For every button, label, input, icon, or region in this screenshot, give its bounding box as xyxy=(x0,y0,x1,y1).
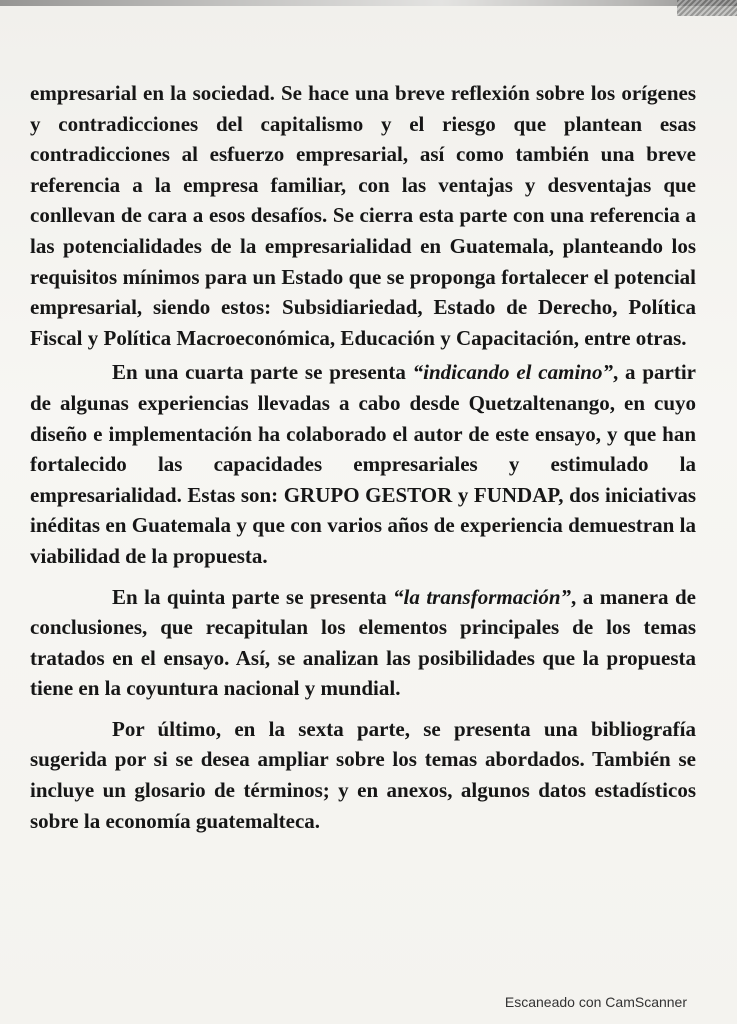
paragraph-2 xyxy=(30,357,696,571)
body-text xyxy=(30,78,696,836)
paragraph-3 xyxy=(30,582,696,704)
paragraph-2-emphasis: “indicando el camino” xyxy=(412,360,613,385)
scan-edge xyxy=(0,0,737,6)
paragraph-3-emphasis: “la transformación” xyxy=(393,584,572,609)
scan-corner-shadow xyxy=(677,0,737,16)
paragraph-3-start: En la quinta parte se presenta xyxy=(112,584,394,609)
paragraph-4: Por último, en la sexta parte, se presenta una bibliografía sugerida por si se desea ampliar sobre los temas abordados. También se incluye un glosario de términos; y en anexos, algunos datos estadísticos sobre la economía guatemalteca. xyxy=(30,716,696,833)
paragraph-2-end: , a partir de algunas experiencias llevadas a cabo desde Quetzaltenango, en cuyo diseño e implementación ha colaborado el autor de este ensayo, y que han fortalecido las capacidades empresariales y estimulado la empresarialidad. Estas son: GRUPO GESTOR y FUNDAP, dos iniciativas inéditas en Guatemala y que con varios años de experiencia demuestran la viabilidad de la propuesta. xyxy=(30,360,696,568)
camscanner-watermark: Escaneado con CamScanner xyxy=(504,994,687,1010)
paragraph-1: empresarial en la sociedad. Se hace una breve reflexión sobre los orígenes y contradicciones del capitalismo y el riesgo que plantean esas contradicciones al esfuerzo empresarial, así como también una breve referencia a la empresa familiar, con las ventajas y desventajas que conllevan de cara a esos desafíos. Se cierra esta parte con una referencia a las potencialidades de la empresarialidad en Guatemala, planteando los requisitos mínimos para un Estado que se proponga fortalecer el potencial empresarial, siendo estos: Subsidiariedad, Estado de Derecho, Política Fiscal y Política Macroeconómica, Educación y Capacitación, entre otras. xyxy=(30,81,696,350)
paragraph-3-end: , a manera de conclusiones, que recapitulan los elementos principales de los temas tratados en el ensayo. Así, se analizan las posibilidades que la propuesta tiene en la coyuntura nacional y mundial. xyxy=(30,584,696,701)
paragraph-2-start: En una cuarta parte se presenta xyxy=(112,360,413,385)
